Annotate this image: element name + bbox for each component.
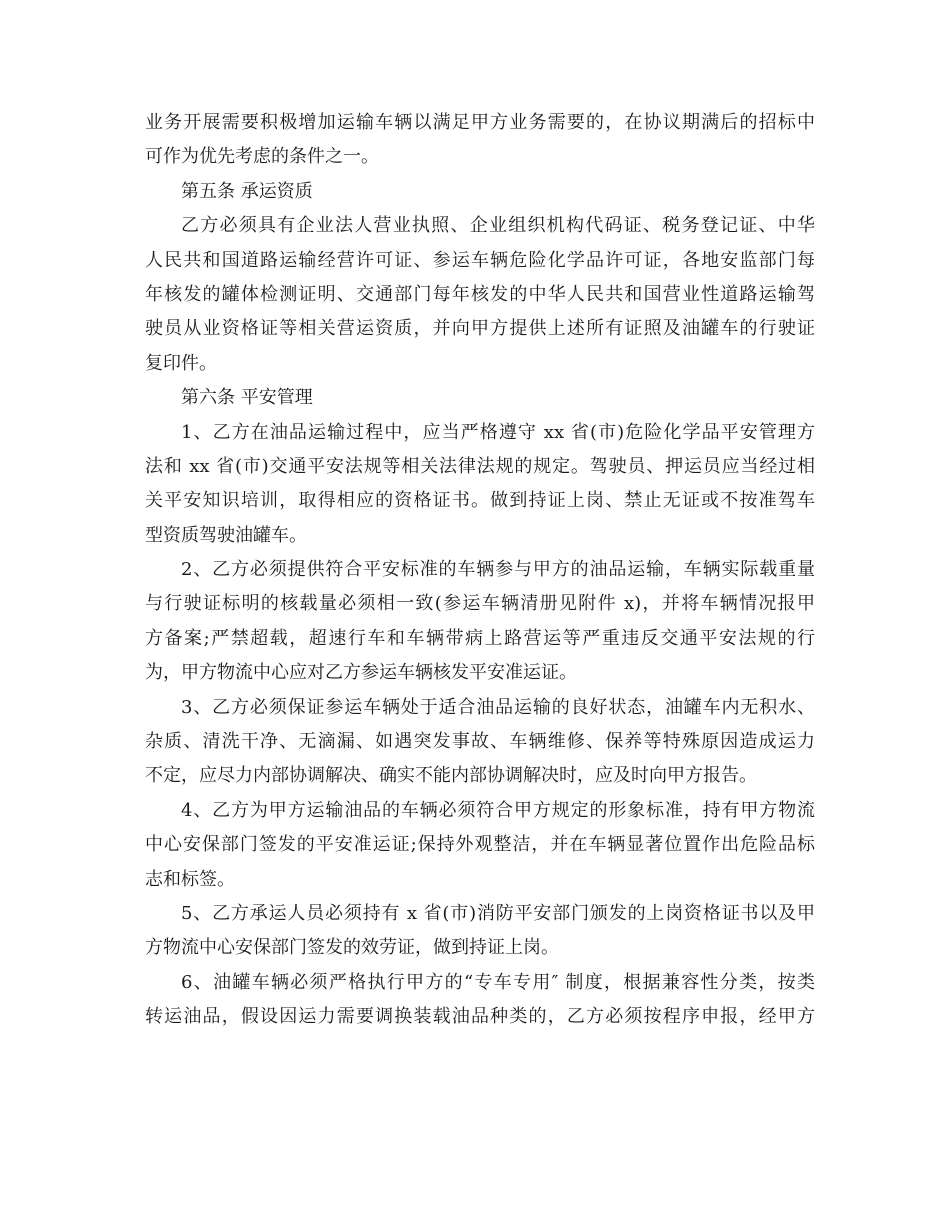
text-line: 乙方必须具有企业法人营业执照、企业组织机构代码证、税务登记证、中华	[181, 215, 815, 237]
heading-text: 第五条 承运资质	[181, 180, 313, 202]
paragraph-qualifications	[145, 209, 815, 381]
text-line: 方备案;严禁超载，超速行车和车辆带病上路营运等严重违反交通平安法规的行	[145, 627, 815, 649]
text-line: 人民共和国道路运输经营许可证、参运车辆危险化学品许可证，各地安监部门每	[145, 249, 815, 271]
text-line: 为，甲方物流中心应对乙方参运车辆核发平安准运证。	[145, 662, 577, 684]
text-line: 方物流中心安保部门签发的效劳证，做到持证上岗。	[145, 937, 559, 959]
text-line: 6、油罐车辆必须严格执行甲方的“专车专用″ 制度，根据兼容性分类，按类	[181, 971, 815, 993]
text-line: 转运油品，假设因运力需要调换装载油品种类的，乙方必须按程序申报，经甲方	[145, 1006, 815, 1028]
paragraph-continuation	[145, 106, 815, 175]
heading-text: 第六条 平安管理	[181, 387, 313, 409]
text-line: 5、乙方承运人员必须持有 x 省(市)消防平安部门颁发的上岗资格证书以及甲	[181, 902, 815, 924]
text-line: 2、乙方必须提供符合平安标准的车辆参与甲方的油品运输，车辆实际载重量	[181, 559, 815, 581]
text-line: 型资质驾驶油罐车。	[145, 524, 307, 546]
text-line: 复印件。	[145, 352, 217, 374]
text-line: 关平安知识培训，取得相应的资格证书。做到持证上岗、禁止无证或不按准驾车	[145, 490, 815, 512]
paragraph-item-2	[145, 553, 815, 691]
paragraph-item-3	[145, 691, 815, 794]
paragraph-item-5	[145, 897, 815, 966]
text-line: 可作为优先考虑的条件之一。	[145, 146, 379, 168]
section-heading-article-6	[145, 381, 815, 415]
document-body	[145, 106, 815, 1035]
text-line: 驶员从业资格证等相关营运资质，并向甲方提供上述所有证照及油罐车的行驶证	[145, 318, 815, 340]
text-line: 1、乙方在油品运输过程中，应当严格遵守 xx 省(市)危险化学品平安管理方	[181, 421, 815, 443]
text-line: 中心安保部门签发的平安准运证;保持外观整洁，并在车辆显著位置作出危险品标	[145, 834, 815, 856]
text-line: 不定，应尽力内部协调解决、确实不能内部协调解决时，应及时向甲方报告。	[145, 765, 757, 787]
paragraph-item-6	[145, 966, 815, 1035]
text-line: 3、乙方必须保证参运车辆处于适合油品运输的良好状态，油罐车内无积水、	[181, 696, 815, 718]
text-line: 年核发的罐体检测证明、交通部门每年核发的中华人民共和国营业性道路运输驾	[145, 283, 815, 305]
text-line: 志和标签。	[145, 868, 235, 890]
text-line: 法和 xx 省(市)交通平安法规等相关法律法规的规定。驾驶员、押运员应当经过相	[145, 455, 815, 477]
text-line: 4、乙方为甲方运输油品的车辆必须符合甲方规定的形象标准，持有甲方物流	[181, 799, 815, 821]
text-line: 业务开展需要积极增加运输车辆以满足甲方业务需要的，在协议期满后的招标中	[145, 112, 815, 133]
paragraph-item-4	[145, 794, 815, 897]
section-heading-article-5	[145, 175, 815, 209]
text-line: 与行驶证标明的核载量必须相一致(参运车辆清册见附件 x)，并将车辆情况报甲	[145, 593, 815, 615]
text-line: 杂质、清洗干净、无滴漏、如遇突发事故、车辆维修、保养等特殊原因造成运力	[145, 731, 815, 753]
paragraph-item-1	[145, 416, 815, 554]
